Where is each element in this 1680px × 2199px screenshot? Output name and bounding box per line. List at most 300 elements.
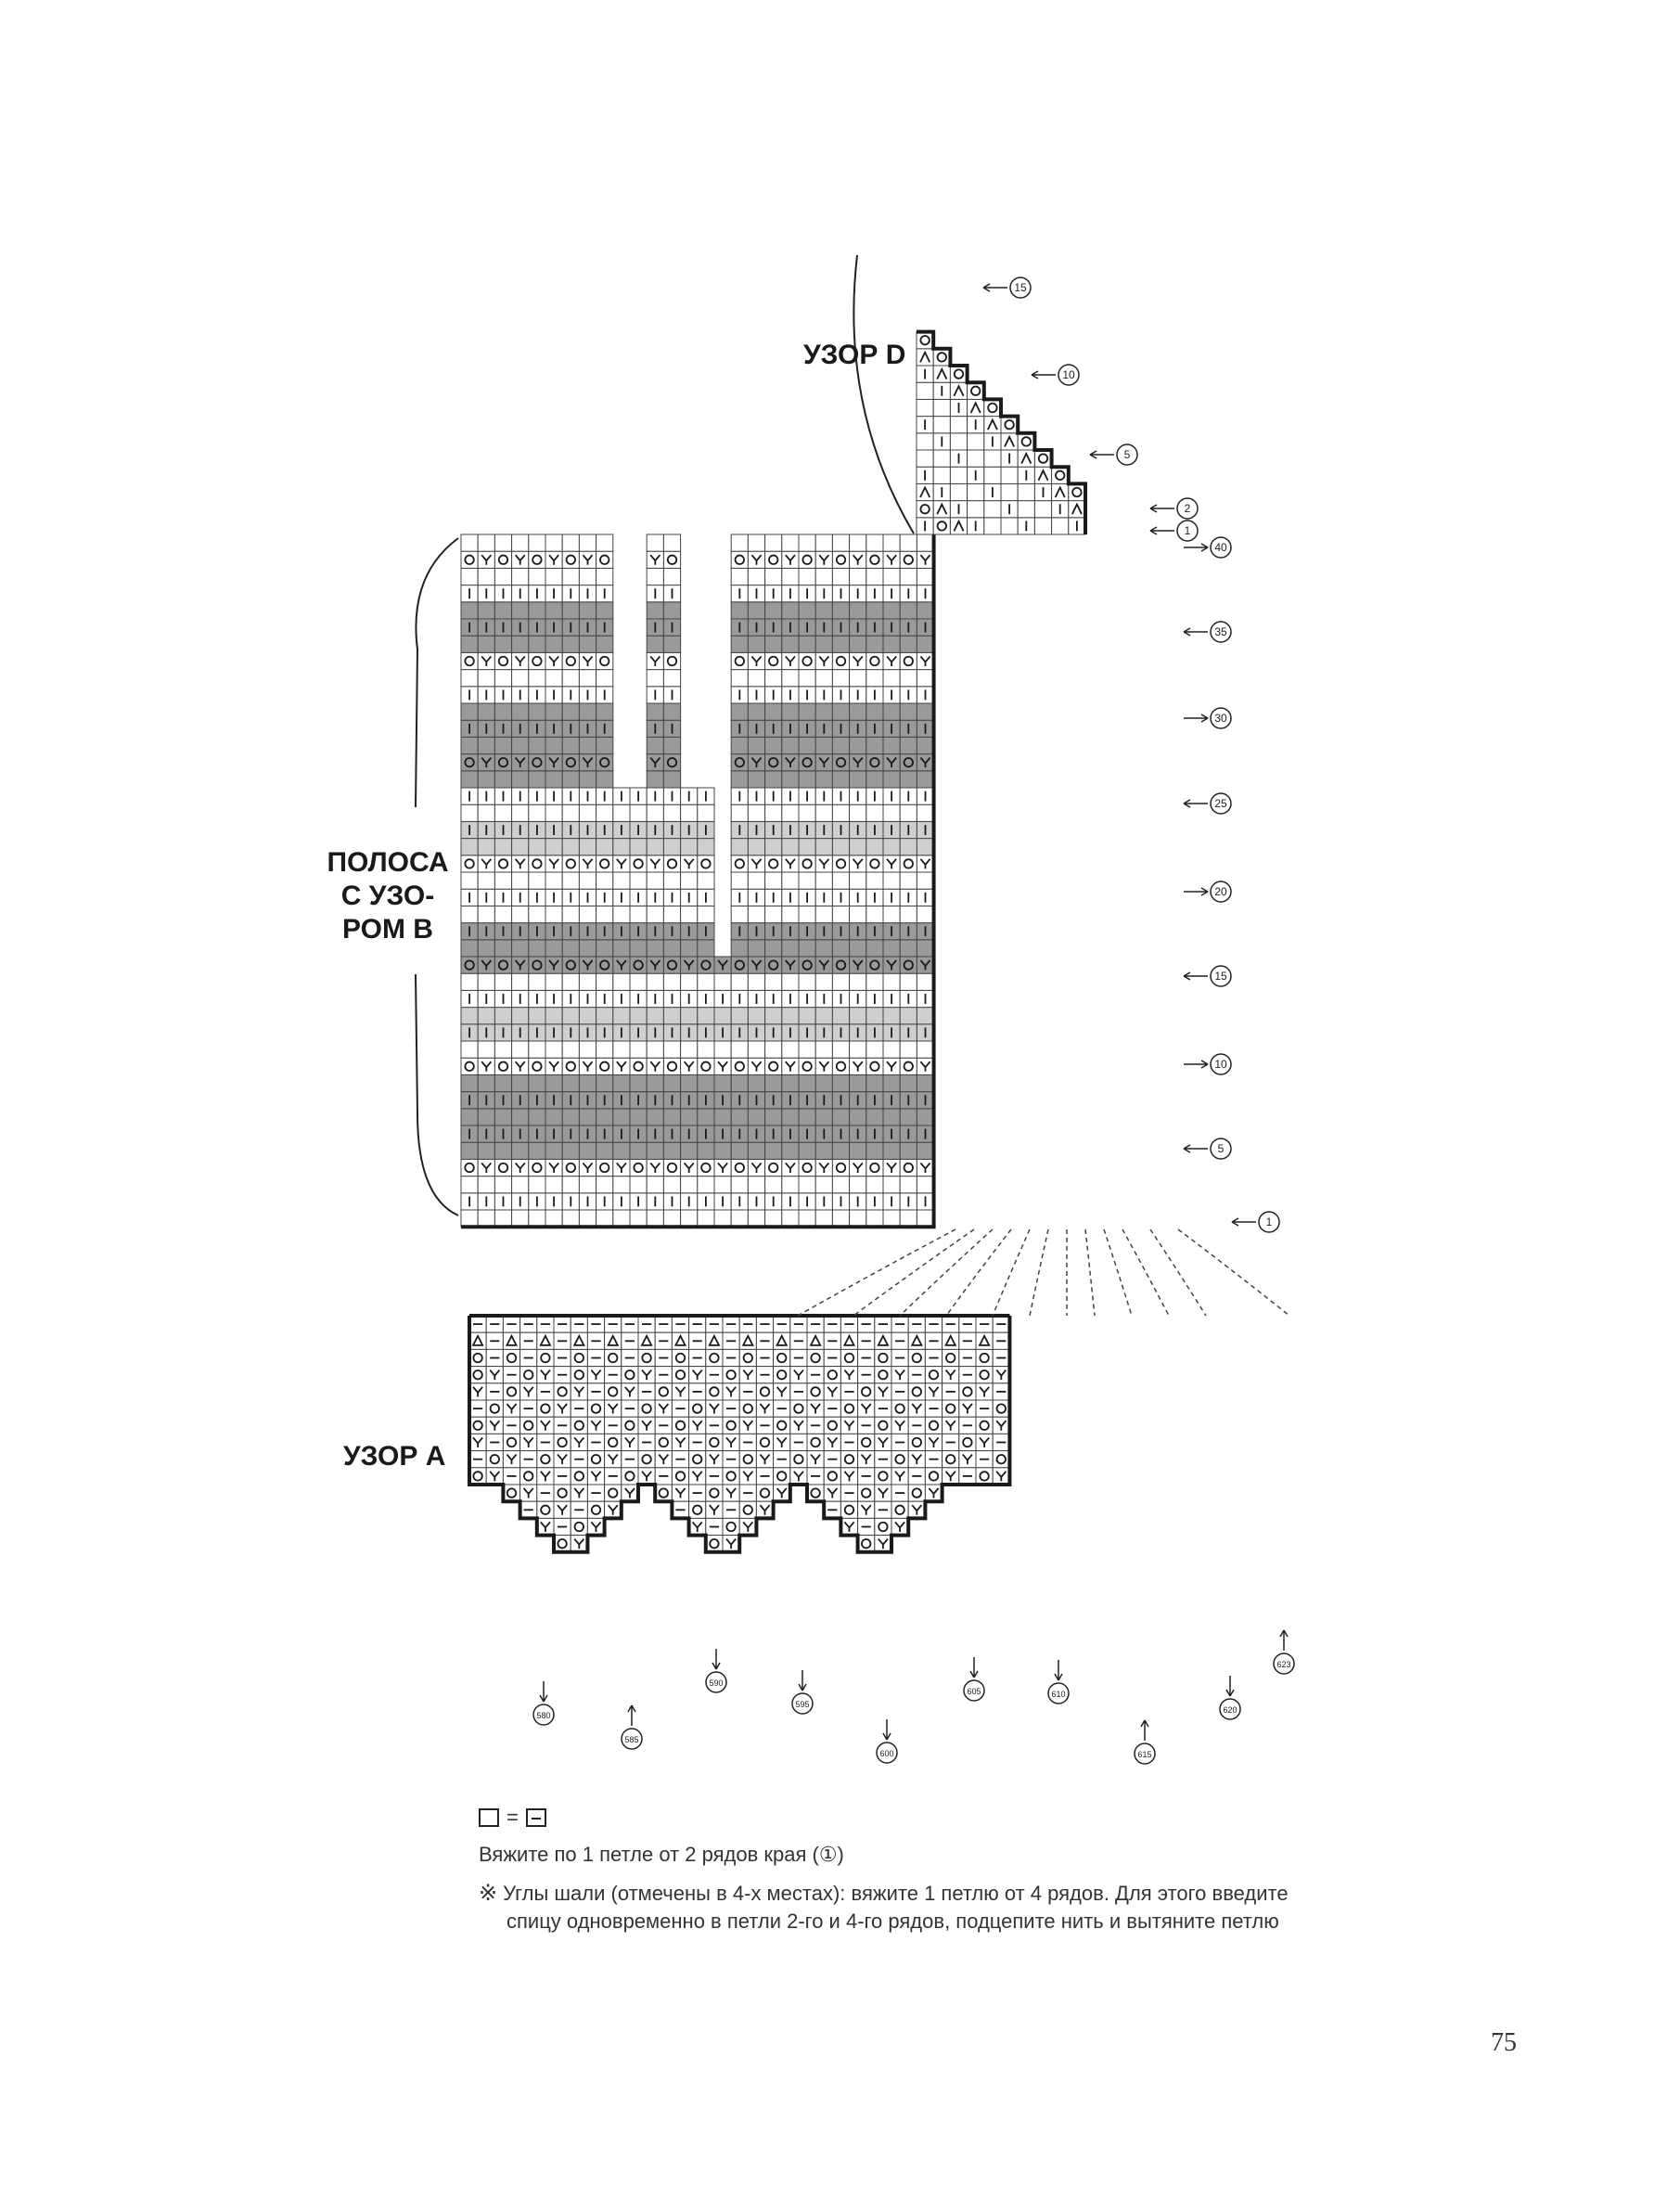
chart-cell	[529, 1074, 545, 1091]
chart-cell	[461, 1159, 478, 1176]
chart-cell	[494, 602, 511, 619]
chart-cell	[883, 872, 900, 889]
chart-cell	[866, 636, 883, 652]
chart-cell	[908, 1383, 925, 1400]
chart-cell	[529, 636, 545, 652]
pattern-a-label: УЗОР А	[343, 1441, 446, 1472]
chart-cell	[1018, 483, 1034, 500]
chart-cell	[529, 652, 545, 669]
chart-cell	[714, 1142, 731, 1159]
chart-cell	[917, 450, 933, 467]
arrow-icon	[1232, 1218, 1256, 1226]
chart-cell	[605, 1383, 622, 1400]
chart-cell	[832, 1159, 849, 1176]
chart-cell	[478, 1210, 494, 1227]
chart-cell	[875, 1349, 891, 1366]
chart-cell	[512, 1109, 529, 1125]
chart-cell	[900, 652, 917, 669]
chart-cell	[478, 1142, 494, 1159]
chart-cell	[494, 804, 511, 821]
chart-cell	[824, 1367, 840, 1383]
chart-cell	[630, 1142, 647, 1159]
chart-cell	[494, 670, 511, 687]
chart-cell	[486, 1451, 503, 1468]
chart-cell	[832, 636, 849, 652]
chart-cell	[681, 1041, 698, 1058]
chart-cell	[698, 940, 714, 957]
chart-cell	[512, 568, 529, 585]
chart-cell	[782, 1177, 799, 1193]
chart-cell	[832, 703, 849, 720]
chart-cell	[596, 1177, 613, 1193]
chart-cell	[799, 973, 815, 990]
chart-cell	[765, 737, 782, 753]
chart-cell	[883, 703, 900, 720]
chart-cell	[866, 754, 883, 771]
arrow-icon	[1184, 544, 1208, 551]
chart-cell	[512, 703, 529, 720]
chart-cell	[832, 551, 849, 568]
arrow-icon	[1184, 714, 1208, 722]
chart-cell	[478, 906, 494, 922]
chart-cell	[866, 551, 883, 568]
chart-cell	[562, 652, 579, 669]
chart-cell	[933, 450, 950, 467]
chart-cell	[663, 670, 680, 687]
chart-cell	[850, 973, 866, 990]
chart-cell	[782, 1074, 799, 1091]
page-number: 75	[1491, 2028, 1517, 2057]
chart-cell	[663, 636, 680, 652]
chart-cell	[512, 1177, 529, 1193]
chart-cell	[681, 1008, 698, 1024]
chart-cell	[596, 872, 613, 889]
chart-cell	[579, 568, 596, 585]
chart-cell	[748, 906, 764, 922]
chart-cell	[765, 652, 782, 669]
legend-equals: =	[507, 1806, 519, 1829]
chart-cell	[655, 1383, 672, 1400]
chart-cell	[799, 1177, 815, 1193]
chart-cell	[545, 973, 562, 990]
chart-cell	[731, 906, 748, 922]
chart-cell	[714, 1008, 731, 1024]
chart-cell	[494, 1041, 511, 1058]
chart-cell	[647, 1142, 663, 1159]
chart-cell	[647, 1177, 663, 1193]
chart-cell	[866, 737, 883, 753]
chart-cell	[647, 1210, 663, 1227]
arrow-icon	[1032, 371, 1056, 379]
chart-cell	[748, 872, 764, 889]
chart-cell	[461, 568, 478, 585]
chart-cell	[883, 1109, 900, 1125]
chart-cell	[765, 1058, 782, 1074]
chart-cell	[925, 1468, 942, 1485]
chart-cell	[579, 602, 596, 619]
chart-cell	[900, 568, 917, 585]
chart-cell	[494, 1109, 511, 1125]
chart-cell	[782, 940, 799, 957]
chart-cell	[630, 1074, 647, 1091]
chart-cell	[832, 754, 849, 771]
chart-cell	[663, 872, 680, 889]
chart-cell	[512, 602, 529, 619]
chart-cell	[512, 1074, 529, 1091]
chart-cell	[917, 433, 933, 450]
chart-cell	[731, 754, 748, 771]
chart-cell	[579, 534, 596, 551]
chart-cell	[731, 872, 748, 889]
chart-cell	[908, 1485, 925, 1501]
chart-cell	[478, 534, 494, 551]
chart-cell	[883, 1142, 900, 1159]
arrow-icon	[983, 284, 1007, 291]
chart-cell	[562, 1058, 579, 1074]
chart-cell	[529, 1177, 545, 1193]
chart-cell	[866, 872, 883, 889]
chart-cell	[900, 670, 917, 687]
chart-cell	[832, 855, 849, 872]
chart-cell	[748, 1008, 764, 1024]
chart-cell	[950, 433, 967, 450]
chart-cell	[824, 1417, 840, 1434]
chart-cell	[663, 957, 680, 973]
chart-cell	[596, 602, 613, 619]
chart-cell	[866, 1008, 883, 1024]
chart-cell	[933, 349, 950, 366]
chart-cell	[512, 1008, 529, 1024]
chart-cell	[706, 1434, 723, 1450]
chart-cell	[698, 855, 714, 872]
arrow-icon	[1055, 1660, 1062, 1680]
chart-cell	[663, 1159, 680, 1176]
chart-cell	[494, 754, 511, 771]
chart-cell	[765, 771, 782, 788]
chart-cell	[537, 1451, 554, 1468]
chart-cell	[461, 1041, 478, 1058]
arrow-icon	[883, 1719, 891, 1740]
chart-cell	[832, 839, 849, 855]
stripe-b-label-line3: РОМ В	[342, 914, 433, 945]
chart-cell	[782, 670, 799, 687]
chart-cell	[866, 670, 883, 687]
chart-cell	[494, 534, 511, 551]
marker-b-20-label: 20	[1214, 885, 1227, 898]
chart-cell	[545, 670, 562, 687]
chart-cell	[799, 602, 815, 619]
chart-cell	[875, 1367, 891, 1383]
chart-cell	[782, 1008, 799, 1024]
chart-cell	[883, 737, 900, 753]
chart-cell	[647, 973, 663, 990]
chart-cell	[900, 602, 917, 619]
chart-cell	[731, 839, 748, 855]
marker-a-623-label: 623	[1276, 1660, 1291, 1669]
chart-cell	[647, 534, 663, 551]
chart-cell	[562, 568, 579, 585]
chart-cell	[917, 973, 933, 990]
chart-cell	[545, 1177, 562, 1193]
chart-cell	[512, 771, 529, 788]
chart-cell	[689, 1451, 706, 1468]
chart-cell	[706, 1485, 723, 1501]
chart-cell	[587, 1501, 604, 1518]
chart-cell	[562, 737, 579, 753]
chart-cell	[765, 568, 782, 585]
chart-cell	[630, 1008, 647, 1024]
chart-cell	[647, 1074, 663, 1091]
chart-cell	[562, 1159, 579, 1176]
chart-cell	[917, 703, 933, 720]
chart-cell	[850, 636, 866, 652]
chart-cell	[1069, 483, 1085, 500]
chart-cell	[968, 433, 984, 450]
chart-cell	[596, 1058, 613, 1074]
chart-cell	[562, 636, 579, 652]
chart-cell	[706, 1349, 723, 1366]
chart-cell	[984, 467, 1001, 483]
chart-cell	[478, 1008, 494, 1024]
chart-cell	[765, 703, 782, 720]
chart-cell	[663, 973, 680, 990]
chart-cell	[799, 940, 815, 957]
chart-cell	[461, 855, 478, 872]
chart-cell	[545, 636, 562, 652]
chart-cell	[858, 1434, 875, 1450]
chart-cell	[832, 973, 849, 990]
chart-cell	[613, 1177, 630, 1193]
chart-cell	[731, 1041, 748, 1058]
chart-cell	[596, 1008, 613, 1024]
marker-b-35-label: 35	[1214, 625, 1227, 638]
pickup-dashed-line	[1122, 1229, 1169, 1316]
chart-cell	[630, 1177, 647, 1193]
chart-cell	[799, 855, 815, 872]
chart-cell	[529, 957, 545, 973]
chart-cell	[630, 906, 647, 922]
chart-cell	[799, 1008, 815, 1024]
chart-cell	[562, 1177, 579, 1193]
chart-cell	[461, 1008, 478, 1024]
chart-cell	[850, 771, 866, 788]
arrow-icon	[540, 1681, 547, 1702]
chart-cell	[529, 1109, 545, 1125]
chart-cell	[529, 1210, 545, 1227]
chart-cell	[663, 1210, 680, 1227]
chart-cell	[698, 1008, 714, 1024]
chart-cell	[461, 737, 478, 753]
chart-cell	[731, 1142, 748, 1159]
chart-cell	[799, 754, 815, 771]
bracket-pattern-d	[853, 255, 914, 534]
chart-cell	[545, 1008, 562, 1024]
chart-cell	[630, 1041, 647, 1058]
chart-cell	[883, 1008, 900, 1024]
pattern-d-grid	[917, 332, 1085, 534]
chart-cell	[925, 1417, 942, 1434]
chart-cell	[613, 1041, 630, 1058]
arrow-icon	[1226, 1676, 1234, 1696]
chart-cell	[647, 568, 663, 585]
chart-cell	[461, 1074, 478, 1091]
chart-cell	[765, 940, 782, 957]
chart-cell	[883, 534, 900, 551]
chart-cell	[469, 1367, 486, 1383]
chart-cell	[748, 1074, 764, 1091]
chart-cell	[866, 940, 883, 957]
chart-cell	[512, 534, 529, 551]
chart-cell	[596, 670, 613, 687]
chart-cell	[866, 1041, 883, 1058]
chart-cell	[739, 1451, 756, 1468]
chart-cell	[883, 906, 900, 922]
chart-cell	[774, 1349, 790, 1366]
chart-cell	[917, 332, 933, 349]
chart-cell	[512, 906, 529, 922]
chart-cell	[807, 1383, 824, 1400]
chart-cell	[917, 382, 933, 399]
chart-cell	[765, 906, 782, 922]
chart-cell	[663, 804, 680, 821]
chart-cell	[529, 670, 545, 687]
legend-note	[479, 1880, 1406, 1908]
chart-cell	[554, 1536, 571, 1552]
marker-b-25-label: 25	[1214, 797, 1227, 810]
chart-cell	[512, 636, 529, 652]
chart-cell	[461, 906, 478, 922]
marker-a-610-label: 610	[1051, 1690, 1066, 1699]
chart-cell	[562, 1210, 579, 1227]
chart-cell	[765, 670, 782, 687]
chart-cell	[512, 872, 529, 889]
chart-cell	[579, 973, 596, 990]
chart-cell	[681, 940, 698, 957]
chart-cell	[866, 855, 883, 872]
chart-cell	[731, 1074, 748, 1091]
marker-b-15-label: 15	[1214, 970, 1227, 983]
chart-cell	[866, 1074, 883, 1091]
chart-cell	[748, 568, 764, 585]
chart-cell	[672, 1417, 688, 1434]
chart-cell	[950, 417, 967, 433]
chart-cell	[917, 399, 933, 416]
chart-cell	[663, 737, 680, 753]
chart-cell	[461, 804, 478, 821]
chart-cell	[917, 1210, 933, 1227]
chart-cell	[698, 1159, 714, 1176]
chart-cell	[815, 1177, 832, 1193]
chart-cell	[545, 771, 562, 788]
chart-cell	[562, 771, 579, 788]
chart-cell	[858, 1383, 875, 1400]
chart-cell	[494, 771, 511, 788]
chart-cell	[900, 839, 917, 855]
chart-cell	[647, 839, 663, 855]
chart-cell	[799, 1142, 815, 1159]
chart-cell	[503, 1434, 519, 1450]
chart-cell	[723, 1367, 739, 1383]
chart-cell	[815, 602, 832, 619]
chart-cell	[613, 906, 630, 922]
chart-cell	[681, 1109, 698, 1125]
chart-cell	[698, 1142, 714, 1159]
chart-cell	[815, 973, 832, 990]
chart-cell	[993, 1400, 1009, 1417]
chart-cell	[968, 450, 984, 467]
chart-cell	[799, 737, 815, 753]
legend-symbol-row	[479, 1806, 1406, 1830]
chart-cell	[571, 1518, 587, 1535]
chart-cell	[630, 804, 647, 821]
chart-cell	[850, 670, 866, 687]
chart-cell	[461, 534, 478, 551]
chart-cell	[850, 737, 866, 753]
chart-cell	[900, 1210, 917, 1227]
chart-cell	[1001, 417, 1018, 433]
chart-cell	[815, 804, 832, 821]
chart-cell	[478, 602, 494, 619]
chart-cell	[850, 1142, 866, 1159]
arrow-icon	[1184, 1145, 1208, 1152]
chart-cell	[832, 1008, 849, 1024]
chart-cell	[917, 670, 933, 687]
chart-cell	[984, 399, 1001, 416]
chart-cell	[529, 973, 545, 990]
chart-cell	[799, 957, 815, 973]
chart-cell	[520, 1468, 537, 1485]
chart-cell	[512, 1041, 529, 1058]
chart-cell	[512, 839, 529, 855]
chart-cell	[917, 1109, 933, 1125]
chart-cell	[748, 670, 764, 687]
chart-cell	[756, 1434, 773, 1450]
chart-cell	[545, 1041, 562, 1058]
chart-cell	[647, 804, 663, 821]
chart-cell	[698, 957, 714, 973]
chart-cell	[782, 602, 799, 619]
chart-cell	[596, 973, 613, 990]
chart-cell	[529, 737, 545, 753]
chart-cell	[494, 703, 511, 720]
chart-cell	[799, 1210, 815, 1227]
chart-cell	[630, 855, 647, 872]
chart-cell	[850, 1041, 866, 1058]
chart-cell	[647, 1041, 663, 1058]
chart-cell	[613, 940, 630, 957]
marker-b-30-label: 30	[1214, 712, 1227, 725]
chart-cell	[900, 1159, 917, 1176]
chart-cell	[731, 1109, 748, 1125]
chart-cell	[832, 957, 849, 973]
chart-cell	[815, 1074, 832, 1091]
chart-cell	[765, 534, 782, 551]
chart-cell	[596, 1210, 613, 1227]
chart-cell	[917, 568, 933, 585]
chart-cell	[799, 670, 815, 687]
chart-cell	[917, 534, 933, 551]
chart-cell	[469, 1349, 486, 1366]
chart-cell	[579, 1210, 596, 1227]
chart-cell	[663, 534, 680, 551]
marker-d-15-label: 15	[1014, 281, 1027, 294]
chart-cell	[663, 940, 680, 957]
chart-cell	[933, 399, 950, 416]
chart-cell	[943, 1400, 959, 1417]
chart-cell	[512, 940, 529, 957]
chart-cell	[579, 636, 596, 652]
chart-cell	[799, 1159, 815, 1176]
